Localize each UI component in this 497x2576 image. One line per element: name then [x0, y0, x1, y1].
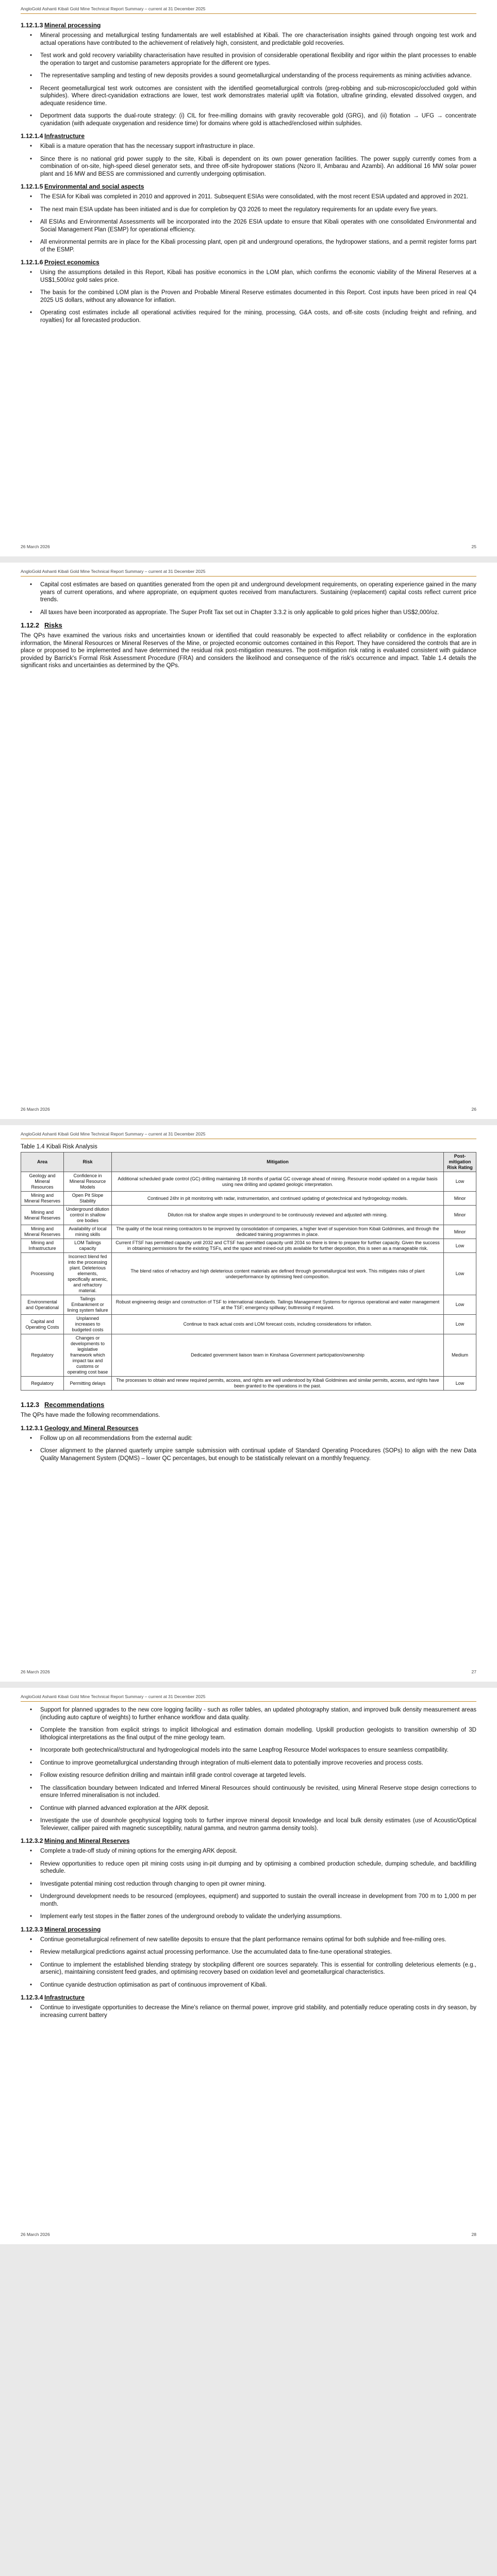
section-heading: [21, 1926, 476, 1933]
section-title: Environmental and social aspects: [44, 183, 144, 190]
section-number: 1.12.3.4: [21, 1994, 43, 2001]
bullet-item: • The representative sampling and testing of new deposits provides a sound geometallurgical understanding of the process requirements as mining activities advance.: [21, 72, 476, 80]
section-number: 1.12.1.5: [21, 183, 43, 190]
section-heading: [21, 1837, 476, 1844]
bullet-item: • Incorporate both geotechnical/structural and hydrogeological models into the same Leapfrog Resource Model workspaces to ensure seamless compatibility.: [21, 1747, 476, 1754]
bullet-item: • The next main ESIA update has been initiated and is due for completion by Q3 2026 to meet the regulatory requirements for an update every five years.: [21, 206, 476, 214]
bullet-item: • Mineral processing and metallurgical testing fundamentals are well established at Kibali. The ore characterisation insights gained through ongoing test work and actual operations have contributed to the achievement of relatively high, consistent, and predictable gold recoveries.: [21, 32, 476, 47]
table-header-cell: Area: [21, 1153, 64, 1172]
page-number: 26: [471, 1107, 476, 1112]
section-title: Recommendations: [44, 1401, 105, 1409]
footer-date: 26 March 2026: [21, 1107, 50, 1112]
bullet-item: • Closer alignment to the planned quarterly umpire sample submission with continual update of Standard Operating Procedures (SOPs) to align with the new Data Quality Management System (DQMS) – lower QC percentages, but enough to be statistically relevant on a monthly frequency.: [21, 1447, 476, 1462]
bullet-item: • Investigate the use of downhole geophysical logging tools to further improve mineral deposit knowledge and local bulk density estimates (use of Acoustic/Optical Televiewer, calliper paired with magnetic susceptibility, natural gamma, and neutron gamma density tools).: [21, 1817, 476, 1832]
bullet-item: • Using the assumptions detailed in this Report, Kibali has positive economics in the LOM plan, which confirms the economic viability of the Mineral Reserves at a US$1,500/oz gold sales price.: [21, 269, 476, 284]
bullet-item: • All environmental permits are in place for the Kibali processing plant, open pit and underground operations, the hydropower stations, and a permit register forms part of the ESMP.: [21, 239, 476, 253]
bullet-item: • Capital cost estimates are based on quantities generated from the open pit and underground development requirements, on operating experience gained in the many years of current operations, and where appropriate, on equipment quotes received from manufacturers. Sustaining (replacement) capital costs reflect current price trends.: [21, 581, 476, 604]
table-header-cell: Post-mitigation Risk Rating: [444, 1153, 476, 1172]
section-title: Infrastructure: [44, 132, 85, 140]
table-row: [21, 1334, 476, 1377]
bullet-list: [21, 2004, 476, 2019]
bullet-item: • All ESIAs and Environmental Assessments will be incorporated into the 2026 ESIA update to ensure that Kibali operates with one consolidated Environmental and Social Management Plan (ESMP) for operational efficiency.: [21, 218, 476, 233]
bullet-list: [21, 193, 476, 253]
table-cell: Regulatory: [21, 1334, 64, 1377]
section-number: 1.12.1.3: [21, 22, 43, 29]
table-cell: Open Pit Slope Stability: [64, 1192, 112, 1206]
bullet-item: • Continue to investigate opportunities to decrease the Mine's reliance on thermal power, improve grid stability, and potentially reduce operating costs in dry season, by increasing current battery: [21, 2004, 476, 2019]
bullet-item: • Continue geometallurgical refinement of new satellite deposits to ensure that the plant performance remains optimal for both sulphide and free-milling ores.: [21, 1936, 476, 1944]
table-row: [21, 1239, 476, 1253]
bullet-item: • Continue to implement the established blending strategy by stockpiling different ore sources separately. This is essential for controlling deleterious elements (e.g., arsenic), maintaining consistent feed grades, and optimising recovery based on oxidation level and geometallurgical characteristics.: [21, 1961, 476, 1976]
table-cell: Incorrect blend fed into the processing plant. Deleterious elements, specifically arsenic, and refractory material.: [64, 1253, 112, 1295]
section-number: 1.12.3.1: [21, 1424, 43, 1432]
bullet-item: • The ESIA for Kibali was completed in 2010 and approved in 2011. Subsequent ESIAs were consolidated, with the most recent ESIA updated and approved in 2021.: [21, 193, 476, 201]
page-footer: [21, 2232, 476, 2237]
page-content: [21, 1706, 476, 2024]
table-cell: Medium: [444, 1334, 476, 1377]
paragraph: The QPs have examined the various risks and uncertainties known or identified that could reasonably be expected to affect reliability or confidence in the exploration information, the Mineral Resources or Mineral Reserves of the Mine, or projected economic outcomes contained in this Report. They have considered the controls that are in place or proposed to be implemented and have determined the residual risk post-mitigation measures. The post-mitigation risk rating is evaluated consistent with guidance provided by Barrick's Formal Risk Assessment Procedure (FRA) and considers the likelihood and consequence of the risk's occurrence and impact. Table 1.4 details the significant risks and uncertainties as determined by the QPs.: [21, 633, 476, 669]
table-cell: Low: [444, 1239, 476, 1253]
footer-date: 26 March 2026: [21, 544, 50, 549]
page-footer: [21, 1107, 476, 1112]
bullet-item: • The basis for the combined LOM plan is the Proven and Probable Mineral Reserve estimates documented in this Report. Cost inputs have been priced in real Q4 2025 US dollars, without any allowance for inflation.: [21, 289, 476, 304]
section-heading: [21, 132, 476, 140]
table-cell: Continued 24hr in pit monitoring with radar, instrumentation, and continued updating of geotechnical and hydrogeology models.: [112, 1192, 444, 1206]
bullet-item: • Investigate potential mining cost reduction through changing to open pit owner mining.: [21, 1880, 476, 1888]
table-row: [21, 1206, 476, 1225]
section-heading: [21, 1401, 476, 1409]
bullet-item: • Test work and gold recovery variability characterisation have resulted in provision of considerable operational flexibility and rigor within the plant processes to enable the operation to target and customise parameters appropriate for the different ore types.: [21, 52, 476, 67]
bullet-list: [21, 581, 476, 616]
bullet-list: [21, 1435, 476, 1463]
table-cell: Dedicated government liaison team in Kinshasa Government participation/ownership: [112, 1334, 444, 1377]
footer-date: 26 March 2026: [21, 1669, 50, 1674]
table-cell: Confidence in Mineral Resource Models: [64, 1172, 112, 1192]
table-row: [21, 1315, 476, 1334]
bullet-item: • The classification boundary between Indicated and Inferred Mineral Resources should continuously be revisited, using Mineral Reserve stope design corrections to ensure Inferred mineralisation is not included.: [21, 1785, 476, 1800]
page-number: 27: [471, 1669, 476, 1674]
table-cell: Environmental and Operational: [21, 1295, 64, 1315]
bullet-item: • Support for planned upgrades to the new core logging facility - such as roller tables, an updated photography station, and improved bulk density measurement areas (including auto capture of weights) to further enhance workflow and data quality.: [21, 1706, 476, 1721]
bullet-list: [21, 269, 476, 324]
table-row: [21, 1172, 476, 1192]
table-cell: Unplanned increases to budgeted costs: [64, 1315, 112, 1334]
table-cell: Low: [444, 1315, 476, 1334]
table-cell: Availability of local mining skills: [64, 1225, 112, 1239]
page-header: AngloGold Ashanti Kibali Gold Mine Technical Report Summary – current at 31 December 2025: [21, 569, 206, 574]
bullet-item: • Complete a trade-off study of mining options for the emerging ARK deposit.: [21, 1848, 476, 1855]
bullet-item: • Follow existing resource definition drilling and maintain infill grade control coverage at targeted levels.: [21, 1772, 476, 1780]
section-title: Mining and Mineral Reserves: [44, 1837, 130, 1844]
bullet-list: [21, 32, 476, 127]
table-cell: Low: [444, 1377, 476, 1391]
bullet-item: • Continue to improve geometallurgical understanding through integration of multi-element data to potentially improve recoveries and process costs.: [21, 1759, 476, 1767]
bullet-list: [21, 1936, 476, 1989]
paragraph: The QPs have made the following recommendations.: [21, 1412, 160, 1418]
header-rule: [21, 576, 476, 577]
bullet-list: [21, 143, 476, 178]
table-cell: Mining and Mineral Reserves: [21, 1225, 64, 1239]
bullet-item: • Continue with planned advanced exploration at the ARK deposit.: [21, 1805, 476, 1812]
section-title: Infrastructure: [44, 1994, 85, 2001]
table-cell: Current FTSF has permitted capacity until 2032 and CTSF has permitted capacity until 2034 so there is time to prepare for further capacity. Given the success in obtaining permissions for the existing TSFs, and the space and mined-out pits available for further deposition, this is seen as a manageable risk.: [112, 1239, 444, 1253]
risk-table: [21, 1152, 476, 1391]
table-cell: Continue to track actual costs and LOM forecast costs, including considerations for inflation.: [112, 1315, 444, 1334]
section-number: 1.12.3.3: [21, 1925, 43, 1933]
table-cell: Low: [444, 1253, 476, 1295]
bullet-item: • Review opportunities to reduce open pit mining costs using in-pit dumping and by optimising a combined production schedule, dumping schedule, and backfilling schedule.: [21, 1860, 476, 1875]
bullet-item: • Operating cost estimates include all operational activities required for the mining, processing, G&A costs, and off-site costs (including freight and refining, and royalties) for all forecasted production.: [21, 309, 476, 324]
page-footer: [21, 544, 476, 549]
table-row: [21, 1253, 476, 1295]
bullet-item: • Recent geometallurgical test work outcomes are consistent with the identified geometallurgical controls (preg-robbing and sub-microscopic/occluded gold within sulphides). Where direct-cyanidation extractions are lower, test work demonstrates material uplift via flotation, ultrafine grinding, elevated dissolved oxygen, and adequate residence time.: [21, 85, 476, 108]
section-title: Mineral processing: [44, 22, 101, 29]
page-content: [21, 19, 476, 329]
section-number: 1.12.3: [21, 1401, 40, 1409]
bullet-item: • All taxes have been incorporated as appropriate. The Super Profit Tax set out in Chapter 3.3.2 is only applicable to gold prices higher than US$2,000/oz.: [21, 609, 476, 617]
page-header: AngloGold Ashanti Kibali Gold Mine Technical Report Summary – current at 31 December 2025: [21, 1131, 206, 1137]
bullet-item: • Review metallurgical predictions against actual processing performance. Use the accumulated data to fine-tune operational strategies.: [21, 1948, 476, 1956]
page: [0, 563, 497, 1119]
table-cell: Mining and Mineral Reserves: [21, 1206, 64, 1225]
footer-date: 26 March 2026: [21, 2232, 50, 2237]
table-cell: Processing: [21, 1253, 64, 1295]
bullet-item: • Since there is no national grid power supply to the site, Kibali is dependent on its own power generation facilities. The power supply currently comes from a combination of on-site, high-speed diesel generator sets, and three off-site hydropower stations (Nzoro II, Ambarau and Azambi). An additional 16 MW solar power plant and 16 MW and BESS are commissioned and currently undergoing optimisation.: [21, 156, 476, 178]
table-cell: Robust engineering design and construction of TSF to international standards. Tailings Management Systems for rigorous operational and water management at the TSF; emergency spillway; buttressing if required.: [112, 1295, 444, 1315]
page-content: [21, 581, 476, 675]
section-number: 1.12.3.2: [21, 1837, 43, 1844]
page-footer: [21, 1669, 476, 1674]
bullet-list: [21, 1706, 476, 1832]
table-header-cell: Risk: [64, 1153, 112, 1172]
table-cell: Changes or developments to legislative framework which impact tax and customs or operating cost base: [64, 1334, 112, 1377]
section-heading: [21, 22, 476, 29]
section-number: 1.12.2: [21, 621, 40, 629]
section-heading: [21, 621, 476, 629]
section-title: Risks: [44, 621, 62, 629]
table-cell: Minor: [444, 1206, 476, 1225]
page-content: [21, 1144, 476, 1467]
section-number: 1.12.1.4: [21, 132, 43, 140]
bullet-item: • Follow up on all recommendations from the external audit:: [21, 1435, 476, 1443]
page: [0, 0, 497, 556]
page-header: AngloGold Ashanti Kibali Gold Mine Technical Report Summary – current at 31 December 2025: [21, 1694, 206, 1699]
bullet-item: • Continue cyanide destruction optimisation as part of continuous improvement of Kibali.: [21, 1981, 476, 1989]
bullet-item: • Underground development needs to be resourced (employees, equipment) and supported to sustain the overall increase in development from 700 m to 1,000 m per month.: [21, 1893, 476, 1908]
section-heading: [21, 1994, 476, 2001]
page: [0, 1125, 497, 1682]
section-heading: [21, 1425, 476, 1432]
table-cell: Additional scheduled grade control (GC) drilling maintaining 18 months of partial GC coverage ahead of mining. Resource model updated on a regular basis using new drilling and updated geologic interpretation.: [112, 1172, 444, 1192]
table-cell: LOM Tailings capacity: [64, 1239, 112, 1253]
table-cell: Geology and Mineral Resources: [21, 1172, 64, 1192]
section-number: 1.12.1.6: [21, 259, 43, 266]
table-cell: Dilution risk for shallow angle stopes in underground to be continuously reviewed and adjusted with mining.: [112, 1206, 444, 1225]
table-cell: Underground dilution control in shallow ore bodies: [64, 1206, 112, 1225]
table-cell: Regulatory: [21, 1377, 64, 1391]
table-row: [21, 1225, 476, 1239]
page-header: AngloGold Ashanti Kibali Gold Mine Technical Report Summary – current at 31 December 2025: [21, 6, 206, 11]
section-heading: [21, 259, 476, 266]
table-caption: Table 1.4 Kibali Risk Analysis: [21, 1144, 97, 1150]
section-title: Geology and Mineral Resources: [44, 1424, 139, 1432]
page: [0, 1688, 497, 2244]
table-cell: The blend ratios of refractory and high deleterious content materials are defined through geometallurgical test work. This mitigates risks of plant underperformance by optimising feed composition.: [112, 1253, 444, 1295]
table-cell: Mining and Mineral Reserves: [21, 1192, 64, 1206]
table-row: [21, 1295, 476, 1315]
bullet-item: • Implement early test stopes in the flatter zones of the underground orebody to validate the underlying assumptions.: [21, 1913, 476, 1921]
bullet-list: [21, 1848, 476, 1921]
table-cell: Mining and Infrastructure: [21, 1239, 64, 1253]
page-number: 28: [471, 2232, 476, 2237]
table-cell: Low: [444, 1295, 476, 1315]
bullet-item: • Kibali is a mature operation that has the necessary support infrastructure in place.: [21, 143, 476, 150]
table-cell: The processes to obtain and renew required permits, access, and rights are well understood by Kibali Goldmines and similar permits, access, and rights have been granted to the operations in the past.: [112, 1377, 444, 1391]
spacer: [21, 1391, 476, 1398]
table-header-row: [21, 1153, 476, 1172]
page-number: 25: [471, 544, 476, 549]
table-cell: The quality of the local mining contractors to be improved by consolidation of companies, a higher level of supervision from Kibali Goldmines, and through the dedicated training programmes in place.: [112, 1225, 444, 1239]
table-row: [21, 1377, 476, 1391]
table-cell: Minor: [444, 1192, 476, 1206]
table-row: [21, 1192, 476, 1206]
header-rule: [21, 13, 476, 14]
header-rule: [21, 1701, 476, 1702]
table-cell: Low: [444, 1172, 476, 1192]
table-cell: Capital and Operating Costs: [21, 1315, 64, 1334]
bullet-item: • Complete the transition from explicit strings to implicit lithological and estimation domain modelling. Upskill production geologists to transition ownership of 3D lithological interpretations as the final output of the mine geology team.: [21, 1726, 476, 1741]
bullet-item: • Deportment data supports the dual-route strategy: (i) CIL for free-milling domains with gravity recoverable gold (GRG), and (ii) flotation → UFG → concentrate cyanidation (with adequate oxygenation and residence time) for domains where gold is attached/enclosed within sulphides.: [21, 112, 476, 127]
table-header-cell: Mitigation: [112, 1153, 444, 1172]
section-heading: [21, 183, 476, 190]
table-cell: Permitting delays: [64, 1377, 112, 1391]
table-cell: Tailings Embankment or lining system failure: [64, 1295, 112, 1315]
section-title: Project economics: [44, 259, 100, 266]
table-cell: Minor: [444, 1225, 476, 1239]
section-title: Mineral processing: [44, 1925, 101, 1933]
